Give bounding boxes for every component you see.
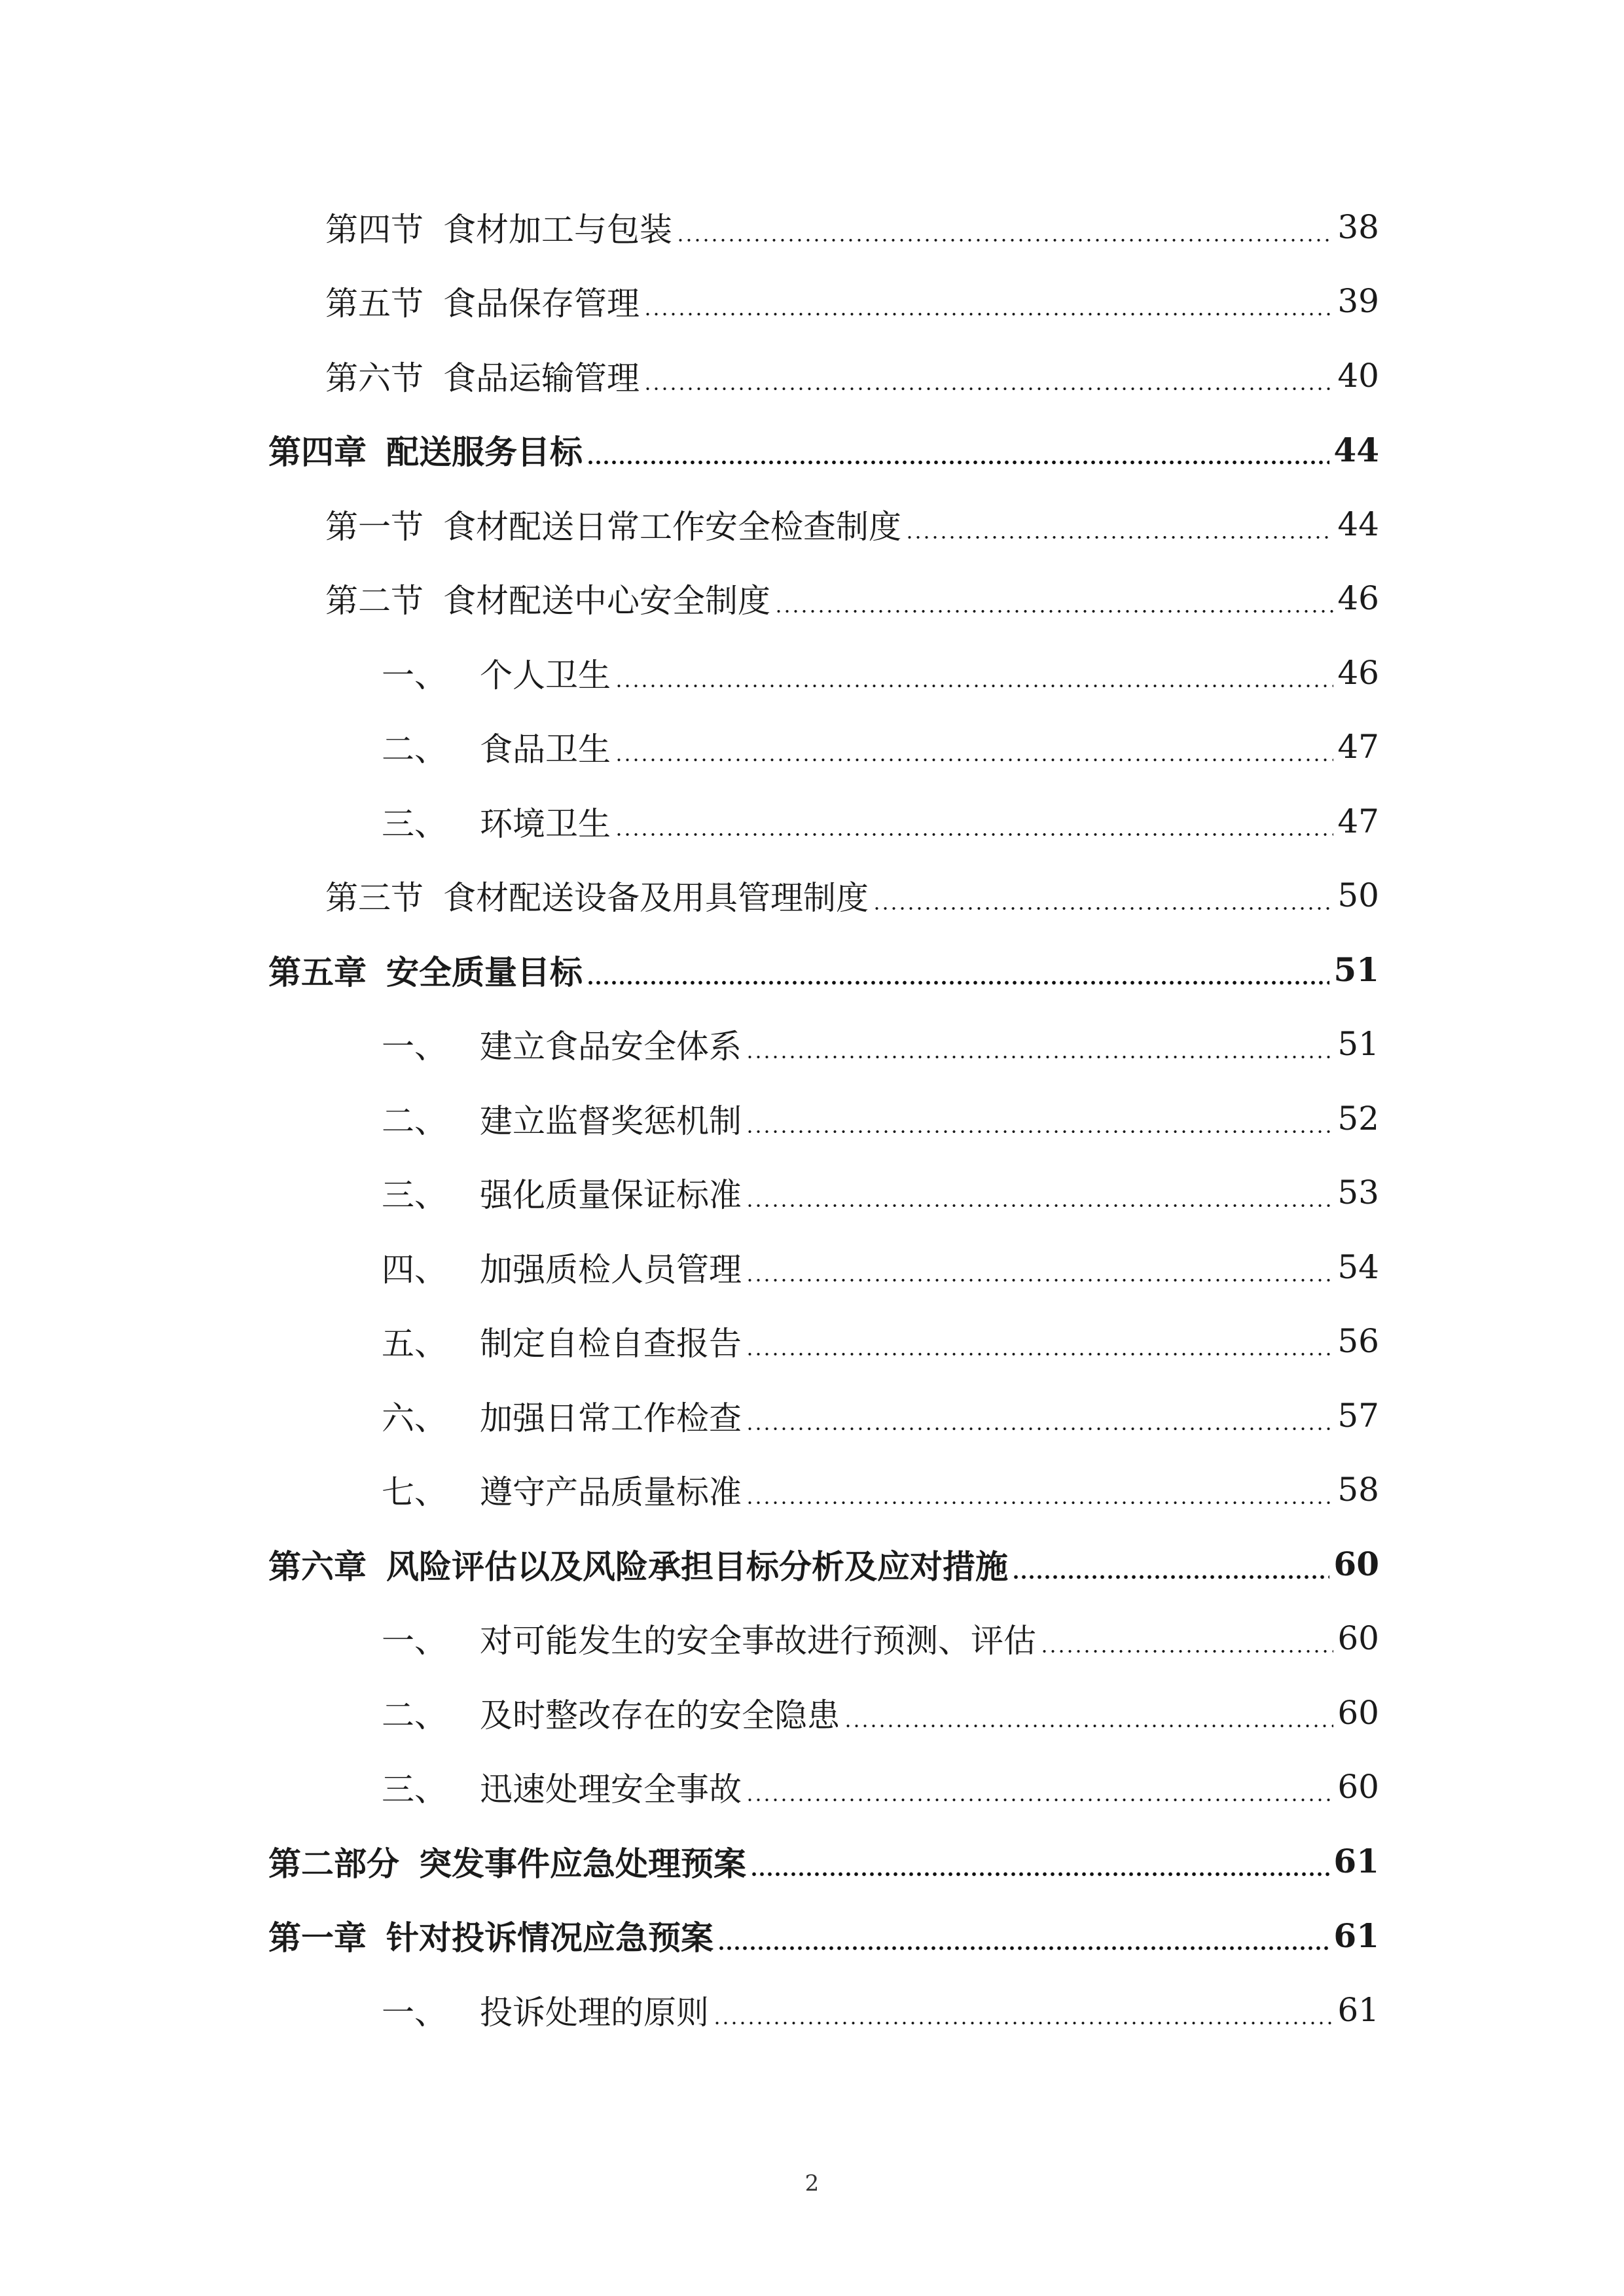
toc-entry-title: 迅速处理安全事故 bbox=[480, 1770, 742, 1809]
toc-dot-leader bbox=[844, 1724, 1333, 1728]
toc-entry-item[interactable] bbox=[0, 1007, 1624, 1082]
toc-entry-number: 二、 bbox=[382, 730, 447, 769]
toc-entry-page: 47 bbox=[1337, 802, 1379, 840]
toc-dot-leader bbox=[746, 1501, 1333, 1505]
toc-entry-number: 第五节 bbox=[325, 285, 424, 323]
toc-entry-item[interactable] bbox=[0, 1602, 1624, 1676]
toc-entry-item[interactable] bbox=[0, 1676, 1624, 1750]
toc-entry-title: 投诉处理的原则 bbox=[480, 1993, 709, 2032]
toc-entry-title: 食材加工与包装 bbox=[443, 210, 672, 249]
toc-entry-page: 39 bbox=[1337, 282, 1379, 321]
toc-entry-number: 第一节 bbox=[325, 507, 424, 546]
toc-entry-section[interactable] bbox=[0, 562, 1624, 636]
toc-entry-number: 三、 bbox=[382, 1176, 447, 1215]
toc-entry-item[interactable] bbox=[0, 636, 1624, 710]
toc-entry-number: 第二部分 bbox=[268, 1844, 399, 1883]
toc-entry-title: 配送服务目标 bbox=[386, 433, 583, 472]
toc-entry-title: 风险评估以及风险承担目标分析及应对措施 bbox=[386, 1547, 1008, 1586]
toc-dot-leader bbox=[746, 1427, 1333, 1431]
toc-entry-chapter[interactable] bbox=[0, 413, 1624, 488]
toc-entry-title: 食品卫生 bbox=[480, 730, 611, 769]
toc-entry-number: 第六章 bbox=[268, 1547, 367, 1586]
toc-dot-leader bbox=[586, 980, 1329, 985]
toc-entry-title: 建立食品安全体系 bbox=[480, 1028, 742, 1066]
toc-entry-item[interactable] bbox=[0, 710, 1624, 785]
toc-entry-section[interactable] bbox=[0, 487, 1624, 562]
toc-entry-number: 二、 bbox=[382, 1102, 447, 1140]
toc-dot-leader bbox=[615, 833, 1333, 836]
toc-entry-page: 44 bbox=[1333, 430, 1379, 469]
toc-entry-title: 制定自检自查报告 bbox=[480, 1325, 742, 1363]
toc-entry-title: 食材配送设备及用具管理制度 bbox=[443, 879, 869, 918]
toc-entry-title: 安全质量目标 bbox=[386, 952, 583, 992]
toc-entry-page: 57 bbox=[1337, 1396, 1379, 1435]
toc-dot-leader bbox=[873, 906, 1333, 910]
toc-entry-item[interactable] bbox=[0, 1750, 1624, 1825]
toc-entry-page: 60 bbox=[1337, 1693, 1379, 1732]
toc-entry-number: 一、 bbox=[382, 1028, 447, 1066]
toc-entry-page: 61 bbox=[1333, 1842, 1379, 1881]
toc-entry-item[interactable] bbox=[0, 1378, 1624, 1453]
toc-dot-leader bbox=[717, 1946, 1329, 1950]
toc-entry-number: 六、 bbox=[382, 1399, 447, 1437]
page-number: 2 bbox=[804, 2170, 820, 2197]
toc-dot-leader bbox=[746, 1130, 1333, 1134]
toc-entry-page: 53 bbox=[1337, 1174, 1379, 1212]
toc-entry-section[interactable] bbox=[0, 190, 1624, 264]
toc-entry-page: 47 bbox=[1337, 728, 1379, 766]
toc-entry-page: 46 bbox=[1337, 579, 1379, 618]
toc-entry-page: 61 bbox=[1333, 1916, 1379, 1955]
toc-entry-page: 54 bbox=[1337, 1247, 1379, 1286]
toc-entry-title: 环境卫生 bbox=[480, 804, 611, 843]
toc-entry-chapter[interactable] bbox=[0, 1824, 1624, 1899]
toc-entry-number: 第三节 bbox=[325, 879, 424, 918]
toc-entry-number: 第四章 bbox=[268, 433, 367, 472]
toc-entry-section[interactable] bbox=[0, 338, 1624, 413]
toc-entry-page: 51 bbox=[1333, 950, 1379, 990]
toc-entry-item[interactable] bbox=[0, 1973, 1624, 2047]
toc-entry-title: 食品保存管理 bbox=[443, 285, 640, 323]
toc-dot-leader bbox=[905, 535, 1333, 539]
toc-entry-number: 三、 bbox=[382, 804, 447, 843]
toc-entry-page: 46 bbox=[1337, 653, 1379, 692]
toc-entry-number: 三、 bbox=[382, 1770, 447, 1809]
toc-entry-title: 食品运输管理 bbox=[443, 359, 640, 397]
toc-entry-page: 58 bbox=[1337, 1471, 1379, 1509]
toc-entry-item[interactable] bbox=[0, 1081, 1624, 1156]
toc-entry-page: 38 bbox=[1337, 207, 1379, 246]
toc-entry-number: 第四节 bbox=[325, 210, 424, 249]
toc-entry-title: 及时整改存在的安全隐患 bbox=[480, 1696, 840, 1734]
toc-entry-number: 五、 bbox=[382, 1325, 447, 1363]
toc-dot-leader bbox=[746, 1204, 1333, 1208]
toc-entry-number: 七、 bbox=[382, 1473, 447, 1512]
toc-entry-page: 60 bbox=[1333, 1545, 1379, 1584]
toc-entry-title: 个人卫生 bbox=[480, 656, 611, 694]
toc-dot-leader bbox=[643, 387, 1333, 391]
toc-entry-chapter[interactable] bbox=[0, 933, 1624, 1007]
toc-entry-page: 60 bbox=[1337, 1768, 1379, 1806]
toc-entry-page: 50 bbox=[1337, 876, 1379, 915]
toc-entry-number: 二、 bbox=[382, 1696, 447, 1734]
toc-entry-title: 强化质量保证标准 bbox=[480, 1176, 742, 1215]
toc-entry-page: 56 bbox=[1337, 1322, 1379, 1361]
toc-entry-number: 第一章 bbox=[268, 1918, 367, 1958]
toc-entry-number: 四、 bbox=[382, 1250, 447, 1289]
toc-dot-leader bbox=[713, 2021, 1333, 2025]
toc-dot-leader bbox=[643, 312, 1333, 316]
toc-dot-leader bbox=[615, 684, 1333, 688]
toc-entry-number: 一、 bbox=[382, 656, 447, 694]
toc-dot-leader bbox=[676, 238, 1333, 242]
toc-entry-page: 52 bbox=[1337, 1099, 1379, 1138]
toc-dot-leader bbox=[586, 460, 1329, 465]
toc-entry-title: 建立监督奖惩机制 bbox=[480, 1102, 742, 1140]
toc-entry-number: 第二节 bbox=[325, 582, 424, 620]
toc-dot-leader bbox=[1040, 1649, 1333, 1653]
toc-entry-item[interactable] bbox=[0, 1304, 1624, 1379]
toc-dot-leader bbox=[774, 609, 1333, 613]
toc-entry-item[interactable] bbox=[0, 1453, 1624, 1528]
toc-entry-title: 食材配送中心安全制度 bbox=[443, 582, 770, 620]
toc-entry-item[interactable] bbox=[0, 784, 1624, 859]
toc-dot-leader bbox=[1012, 1575, 1329, 1579]
toc-entry-title: 突发事件应急处理预案 bbox=[419, 1844, 746, 1883]
toc-entry-page: 61 bbox=[1337, 1990, 1379, 2029]
toc-dot-leader bbox=[746, 1055, 1333, 1059]
toc-dot-leader bbox=[750, 1872, 1329, 1876]
toc-entry-item[interactable] bbox=[0, 1230, 1624, 1304]
toc-dot-leader bbox=[746, 1352, 1333, 1356]
toc-entry-number: 一、 bbox=[382, 1993, 447, 2032]
toc-entry-page: 44 bbox=[1337, 505, 1379, 543]
toc-entry-title: 遵守产品质量标准 bbox=[480, 1473, 742, 1512]
toc-dot-leader bbox=[746, 1798, 1333, 1802]
toc-entry-title: 针对投诉情况应急预案 bbox=[386, 1918, 713, 1958]
toc-entry-number: 第六节 bbox=[325, 359, 424, 397]
toc-entry-number: 第五章 bbox=[268, 952, 367, 992]
toc-entry-title: 加强日常工作检查 bbox=[480, 1399, 742, 1437]
toc-entry-page: 40 bbox=[1337, 356, 1379, 395]
toc-entry-title: 食材配送日常工作安全检查制度 bbox=[443, 507, 901, 546]
toc-entry-section[interactable] bbox=[0, 859, 1624, 933]
toc-entry-title: 对可能发生的安全事故进行预测、评估 bbox=[480, 1622, 1036, 1660]
toc-dot-leader bbox=[746, 1278, 1333, 1282]
toc-entry-section[interactable] bbox=[0, 264, 1624, 339]
table-of-contents bbox=[0, 190, 1624, 2047]
toc-entry-page: 60 bbox=[1337, 1619, 1379, 1658]
toc-entry-chapter[interactable] bbox=[0, 1899, 1624, 1973]
toc-entry-chapter[interactable] bbox=[0, 1527, 1624, 1602]
toc-entry-page: 51 bbox=[1337, 1025, 1379, 1064]
toc-dot-leader bbox=[615, 758, 1333, 762]
toc-entry-number: 一、 bbox=[382, 1622, 447, 1660]
toc-entry-title: 加强质检人员管理 bbox=[480, 1250, 742, 1289]
toc-entry-item[interactable] bbox=[0, 1156, 1624, 1230]
